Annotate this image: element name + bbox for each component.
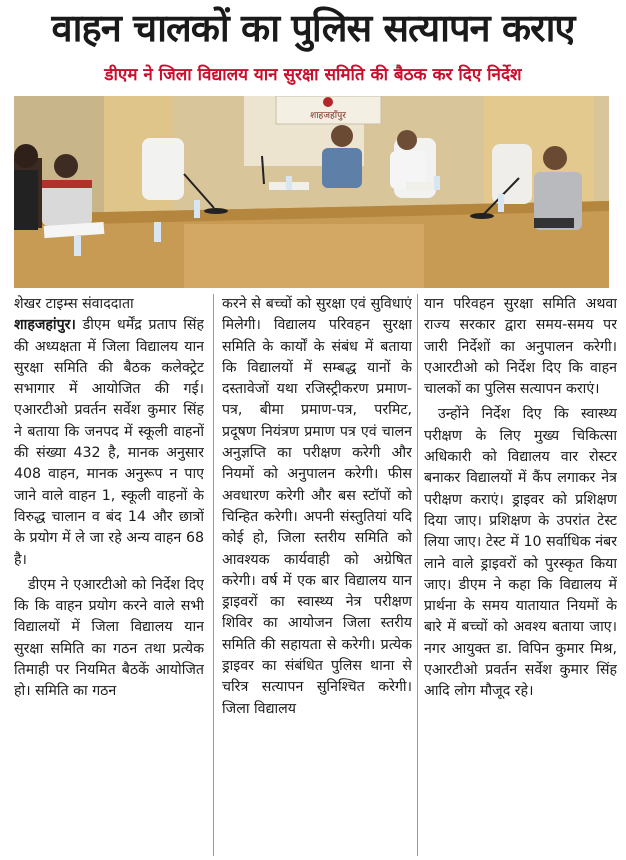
paragraph-text: डीएम धर्मेंद्र प्रताप सिंह की अध्यक्षता में जिला विद्यालय यान सुरक्षा समिति की बैठक कलेक्ट्रेट सभागार में आयोजित की गई। एआरटीओ प्रवर्तन सर्वेश कुमार सिंह ने बताया कि जनपद में स्कूली वाहनों की संख्या 432 है, मानक अनुसार 408 वाहन, मानक अनुरूप न पाए जाने वाले वाहन 1, स्कूली वाहनों के विरुद्ध चालान व बंद 14 और छात्रों के प्रयोग में ले जा रहे अन्य वाहन 68 है। bbox=[14, 317, 204, 568]
article-column-3 bbox=[424, 294, 617, 856]
meeting-photo bbox=[14, 96, 609, 288]
byline: शेखर टाइम्स संवाददाता bbox=[14, 296, 134, 312]
paragraph: करने से बच्चों को सुरक्षा एवं सुविधाएं मिलेगी। विद्यालय परिवहन सुरक्षा समिति के कार्यों के संबंध में बताया कि विद्यालयों में सम्बद्ध यानों के दस्तावेजों यथा रजिस्ट्रीकरण प्रमाण-पत्र, बीमा प्रमाण-पत्र, परमिट, प्रदूषण नियंत्रण प्रमाण पत्र एवं चालन अनुज्ञप्ति का परीक्षण करेगी और नियमों को अनुपालन करेगी। फीस अवधारण करेगी और बस स्टॉपों को चिन्हित करेगी। अपनी संस्तुतियां यदि कोई हो, जिला स्तरीय समिति को आवश्यक कार्यवाही को अग्रेषित करेगी। वर्ष में एक बार विद्यालय यान ड्राइवरों का स्वास्थ्य नेत्र परीक्षण शिविर का आयोजन जिला स्तरीय समिति की सहायता से करेगी। प्रत्येक ड्राइवर का संबंधित पुलिस थाना से चरित्र सत्यापन सुनिश्चित करेगी। जिला विद्यालय bbox=[222, 296, 412, 717]
headline: वाहन चालकों का पुलिस सत्यापन कराए bbox=[51, 6, 575, 50]
paragraph: यान परिवहन सुरक्षा समिति अथवा राज्य सरकार द्वारा समय-समय पर जारी निर्देशों का अनुपालन करेगी। एआरटीओ को निर्देश दिए कि वाहन चालकों का पुलिस सत्यापन कराएं। bbox=[424, 296, 617, 398]
wall-sign-text: शाहजहाँपुर bbox=[310, 111, 346, 121]
column-rule bbox=[213, 294, 214, 856]
subheadline: डीएम ने जिला विद्यालय यान सुरक्षा समिति की बैठक कर दिए निर्देश bbox=[104, 65, 522, 85]
article-column-1 bbox=[14, 294, 204, 856]
column-rule bbox=[417, 294, 418, 856]
article-column-2 bbox=[222, 294, 412, 856]
paragraph: डीएम ने एआरटीओ को निर्देश दिए कि कि वाहन प्रयोग करने वाले सभी विद्यालयों में जिला विद्यालय यान सुरक्षा समिति का गठन तथा प्रत्येक तिमाही पर नियमित बैठकें आयोजित हो। समिति का गठन bbox=[14, 576, 204, 700]
paragraph: उन्होंने निर्देश दिए कि स्वास्थ्य परीक्षण के लिए मुख्य चिकित्सा अधिकारी को विद्यालय वार रोस्टर बनाकर विद्यालयों में कैंप लगाकर नेत्र परीक्षण कराएं। ड्राइवर को प्रशिक्षण दिया जाए। प्रशिक्षण के उपरांत टेस्ट लिया जाए। टेस्ट में 10 सर्वाधिक नंबर लाने वाले ड्राइवरों को पुरस्कृत किया जाए। डीएम ने कहा कि विद्यालय में प्रार्थना के समय यातायात नियमों के बारे में बच्चों को अवश्य बताया जाए। नगर आयुक्त डा. विपिन कुमार मिश्र, एआरटीओ प्रवर्तन सर्वेश कुमार सिंह आदि लोग मौजूद रहे। bbox=[424, 406, 617, 700]
paragraph bbox=[14, 315, 204, 571]
dateline-place: शाहजहांपुर। bbox=[14, 317, 76, 334]
